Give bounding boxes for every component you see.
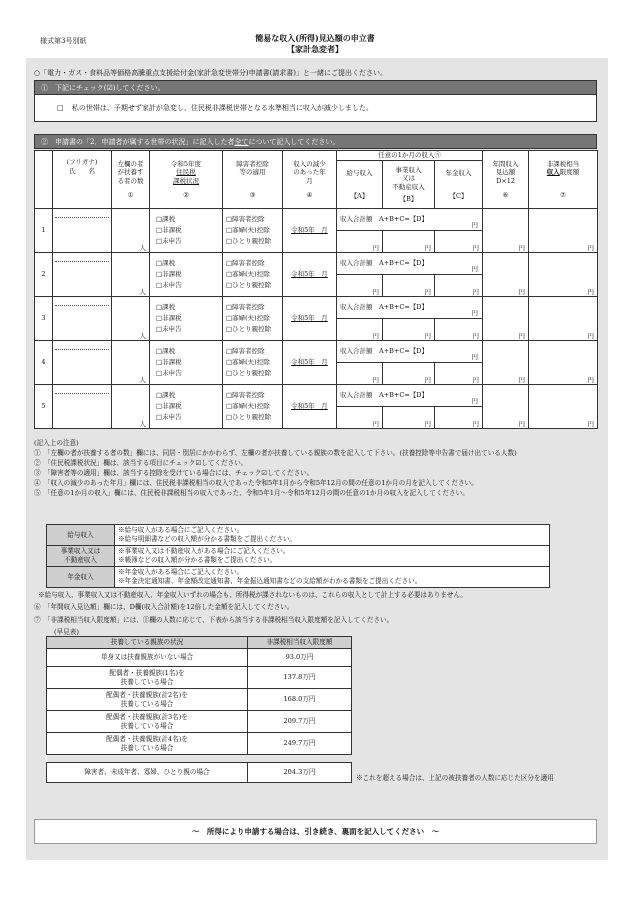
yen-unit: 円 — [471, 352, 479, 361]
deduction-widow[interactable]: □寡婦(夫)控除 — [226, 358, 270, 366]
limit-status-2: 扶養している場合 — [120, 677, 174, 686]
sum-label: 収入合計額 A+B+C=【D】 — [340, 215, 428, 224]
tax-status-options — [150, 297, 223, 341]
income-kind-1: 事業収入又は — [60, 547, 101, 555]
name-field[interactable] — [53, 297, 112, 341]
tax-option-taxed[interactable]: □課税 — [156, 347, 176, 355]
intro-text: ○「電力・ガス・食料品等価格高騰重点支援給付金(家計急変世帯分)申請書(請求書)」と一緒にご提出ください。 — [34, 69, 388, 77]
limit-amount-special: 204.3万円 — [248, 763, 352, 783]
income-line: ※年金収入がある場合にご記入ください。 — [118, 568, 244, 576]
income-desc — [115, 525, 550, 546]
row-index: 3 — [35, 297, 53, 341]
h-decrease-month — [283, 151, 337, 209]
month-text: 令和5年 月 — [291, 226, 328, 235]
business-income-field[interactable]: 円 — [383, 363, 435, 385]
h-dep-2: が扶養す — [117, 168, 144, 176]
decrease-month-field[interactable] — [283, 209, 337, 253]
pension-income-field[interactable]: 円 — [435, 319, 483, 341]
note-5: ⑤ 「任意の1か月の収入」欄には、住民税非課税相当の収入であった、令和5年1月～令和5年12月の間の任意の1か月の収入を記入してください。 — [34, 489, 469, 497]
row-index: 2 — [35, 253, 53, 297]
tax-option-nontaxed[interactable]: □非課税 — [156, 358, 182, 366]
limit-row — [47, 711, 352, 733]
section1-box — [34, 95, 597, 122]
household-table — [34, 150, 598, 429]
tax-option-undeclared[interactable]: □未申告 — [156, 281, 182, 289]
deduction-single-parent[interactable]: □ひとり親控除 — [226, 237, 272, 245]
section2-text-ul: 全て — [234, 138, 249, 146]
h-annual-2: 見込額 — [495, 168, 516, 176]
limit-status-2: 扶養している場合 — [120, 699, 174, 708]
deduction-disability[interactable]: □障害者控除 — [226, 347, 265, 355]
limit-status-2: 扶養している場合 — [120, 743, 174, 752]
h-tax-3: 課税状況 — [173, 176, 199, 185]
row-index: 5 — [35, 385, 53, 429]
deduction-widow[interactable]: □寡婦(夫)控除 — [226, 402, 270, 410]
h-dep-3: る者の数 — [117, 176, 144, 185]
decrease-month-field[interactable] — [283, 253, 337, 297]
h-limit-3: 限度額 — [559, 168, 580, 177]
tax-option-undeclared[interactable]: □未申告 — [156, 369, 182, 377]
household-checkbox[interactable]: □ — [57, 104, 64, 112]
yen-unit: 円 — [471, 396, 479, 405]
deduction-widow[interactable]: □寡婦(夫)控除 — [226, 314, 270, 322]
h-ded-2: 等の適用 — [239, 168, 266, 177]
deduction-disability[interactable]: □障害者控除 — [226, 259, 265, 267]
limit-amount: 137.8万円 — [248, 667, 352, 689]
name-field[interactable] — [53, 209, 112, 253]
income-types-table — [46, 524, 550, 588]
h-num-7: ⑦ — [560, 190, 566, 199]
limit-amount: 168.0万円 — [248, 689, 352, 711]
limit-row — [47, 689, 352, 711]
section2-bar — [34, 134, 597, 149]
h-annual-3: D×12 — [496, 176, 515, 185]
household-row — [35, 297, 598, 319]
deduction-options — [223, 209, 283, 253]
limit-amount: 249.7万円 — [248, 733, 352, 755]
limit-status — [47, 667, 248, 689]
deduction-disability[interactable]: □障害者控除 — [226, 391, 265, 399]
tax-status-options — [150, 341, 223, 385]
deduction-options — [223, 253, 283, 297]
dependents-field[interactable]: 人 — [112, 253, 150, 297]
income-kind: 年金収入 — [47, 567, 115, 588]
limit-row-special — [47, 763, 352, 783]
income-line: ※帳簿などの収入額が分かる書類をご提出ください。 — [118, 556, 277, 564]
tax-option-nontaxed[interactable]: □非課税 — [156, 314, 182, 322]
h-num-6: ⑥ — [502, 191, 509, 199]
sum-label: 収入合計額 A+B+C=【D】 — [340, 347, 428, 356]
limit-amount-field[interactable]: 円 — [529, 253, 598, 297]
household-row — [35, 209, 598, 231]
income-desc — [115, 567, 550, 588]
wage-income-field[interactable]: 円 — [337, 363, 383, 385]
tax-status-options — [150, 253, 223, 297]
h-annual — [483, 151, 529, 209]
h-tax-2: 住民税 — [176, 168, 196, 176]
h-num-1: ① — [127, 191, 134, 199]
limit-amount-field[interactable]: 円 — [529, 341, 598, 385]
wage-income-field[interactable]: 円 — [337, 231, 383, 253]
income-sum-field[interactable] — [337, 297, 483, 319]
household-row — [35, 253, 598, 275]
note-2: ② 「住民税課税状況」欄は、該当する項目にチェック☑してください。 — [34, 459, 248, 467]
notes-section — [34, 438, 599, 498]
income-row-business — [47, 546, 550, 567]
yen-unit: 円 — [471, 264, 479, 273]
tax-option-taxed[interactable]: □課税 — [156, 391, 176, 399]
annual-income-field[interactable]: 円 — [483, 209, 529, 253]
tax-option-undeclared[interactable]: □未申告 — [156, 413, 182, 421]
limit-status-1: 配偶者・扶養親族(1名)を — [109, 668, 185, 677]
h-month-1: 収入の減少 — [293, 159, 326, 168]
limit-amount-field[interactable]: 円 — [529, 209, 598, 253]
limit-header-status: 扶養している親族の状況 — [47, 637, 248, 649]
limit-table — [46, 636, 352, 783]
h-dep-1: 左欄の者 — [117, 159, 144, 168]
month-text: 令和5年 月 — [291, 270, 328, 279]
yen-unit: 円 — [471, 220, 479, 229]
h-label-b: 【B】 — [399, 195, 418, 203]
income-sum-field[interactable] — [337, 253, 483, 275]
dependents-field[interactable]: 人 — [112, 297, 150, 341]
dependents-field[interactable]: 人 — [112, 341, 150, 385]
limit-status-1: 配偶者・扶養親族(計4名)を — [106, 734, 188, 743]
limit-status-special: 障害者、未成年者、寡婦、ひとり親の場合 — [47, 763, 248, 783]
decrease-month-field[interactable] — [283, 385, 337, 429]
income-note: ※給与収入、事業収入又は不動産収入、年金収入いずれの場合も、所得税が課されないものは、これらの収入として計上する必要はありません。 — [38, 591, 467, 599]
name-field[interactable] — [53, 253, 112, 297]
limit-status-2: 扶養している場合 — [120, 721, 174, 730]
tax-option-nontaxed[interactable]: □非課税 — [156, 226, 182, 234]
deduction-widow[interactable]: □寡婦(夫)控除 — [226, 270, 270, 278]
pension-income-field[interactable]: 円 — [435, 275, 483, 297]
limit-status-1: 配偶者・扶養親族(計2名)を — [106, 690, 188, 699]
row-index: 1 — [35, 209, 53, 253]
decrease-month-field[interactable] — [283, 297, 337, 341]
deduction-disability[interactable]: □障害者控除 — [226, 215, 265, 223]
h-limit-1: 非課税相当 — [546, 159, 580, 168]
sum-label: 収入合計額 A+B+C=【D】 — [340, 303, 428, 312]
limit-status — [47, 689, 248, 711]
h-month-2: のあった年 — [293, 168, 326, 176]
income-kind: 給与収入 — [47, 525, 115, 546]
h-name — [53, 151, 112, 209]
limit-status-1: 配偶者・扶養親族(計3名)を — [106, 712, 188, 721]
pension-income-field[interactable]: 円 — [435, 231, 483, 253]
section2-text-post: について記入してください。 — [248, 138, 340, 146]
household-row — [35, 341, 598, 363]
name-field[interactable] — [53, 385, 112, 429]
deduction-options — [223, 297, 283, 341]
pension-income-field[interactable]: 円 — [435, 407, 483, 429]
tax-status-options — [150, 209, 223, 253]
h-limit — [529, 151, 598, 209]
h-name-label: 氏 名 — [69, 166, 95, 175]
tax-option-undeclared[interactable]: □未申告 — [156, 325, 182, 333]
income-row-pension — [47, 567, 550, 588]
tax-option-taxed[interactable]: □課税 — [156, 303, 176, 311]
h-wage-label: 給与収入 — [346, 169, 373, 177]
business-income-field[interactable]: 円 — [383, 407, 435, 429]
sum-label: 収入合計額 A+B+C=【D】 — [340, 391, 428, 400]
deduction-options — [223, 341, 283, 385]
limit-status: 単身又は扶養親族がいない場合 — [47, 649, 248, 667]
notes-head: (記入上の注意) — [34, 439, 79, 447]
h-wage — [337, 161, 383, 209]
tax-option-nontaxed[interactable]: □非課税 — [156, 402, 182, 410]
quick-table-label: (早見表) — [54, 628, 79, 636]
title-main: 簡易な収入(所得)見込額の申立書 — [255, 33, 375, 43]
limit-status — [47, 711, 248, 733]
note-6: ⑥ 「年間収入見込額」欄には、D欄(収入合計額)を12倍した金額を記入してください。 — [34, 603, 294, 611]
h-annual-1: 年間収入 — [492, 159, 519, 168]
h-ded-1: 障害者控除 — [236, 159, 269, 168]
page-title — [0, 33, 630, 55]
name-field[interactable] — [53, 341, 112, 385]
limit-row — [47, 649, 352, 667]
wage-income-field[interactable]: 円 — [337, 319, 383, 341]
yen-unit: 円 — [471, 308, 479, 317]
h-pension-label: 年金収入 — [445, 169, 472, 177]
household-statement: 私の世帯は、予期せず家計が急変し、住民税非課税世帯となる水準相当に収入が減少しました。 — [71, 104, 373, 112]
limit-amount-field[interactable]: 円 — [529, 297, 598, 341]
income-sum-field[interactable] — [337, 341, 483, 363]
annual-income-field[interactable]: 円 — [483, 341, 529, 385]
dependents-field[interactable]: 人 — [112, 385, 150, 429]
deduction-single-parent[interactable]: □ひとり親控除 — [226, 325, 272, 333]
annual-income-field[interactable]: 円 — [483, 297, 529, 341]
h-num-3: ③ — [249, 190, 256, 199]
h-month-3: 月 — [306, 176, 313, 185]
h-index — [35, 151, 53, 209]
h-business — [383, 161, 435, 209]
h-name-furigana: (フリガナ) — [66, 158, 98, 166]
business-income-field[interactable]: 円 — [383, 275, 435, 297]
income-line: ※事業収入又は不動産収入がある場合にご記入ください。 — [118, 547, 290, 555]
h-tax-1: 令和5年度 — [170, 159, 202, 168]
h-biz-2: 又は — [402, 174, 415, 182]
income-line: ※給与収入がある場合にご記入ください。 — [118, 526, 244, 534]
income-kind-2: 不動産収入 — [64, 556, 97, 564]
month-text: 令和5年 月 — [291, 314, 328, 323]
limit-row — [47, 667, 352, 689]
h-dependents — [112, 151, 150, 209]
h-label-a: 【A】 — [350, 191, 369, 200]
household-row — [35, 385, 598, 407]
sum-label: 収入合計額 A+B+C=【D】 — [340, 259, 428, 268]
wage-income-field[interactable]: 円 — [337, 275, 383, 297]
h-monthly-income: 任意の1か月の収入⑤ — [337, 151, 483, 161]
limit-amount: 209.7万円 — [248, 711, 352, 733]
income-row-wage — [47, 525, 550, 546]
month-text: 令和5年 月 — [291, 358, 328, 367]
tax-option-taxed[interactable]: □課税 — [156, 215, 176, 223]
deduction-options — [223, 385, 283, 429]
h-pension — [435, 161, 483, 209]
decrease-month-field[interactable] — [283, 341, 337, 385]
h-label-c: 【C】 — [449, 191, 468, 200]
deduction-single-parent[interactable]: □ひとり親控除 — [226, 281, 272, 289]
title-sub: 【家計急変者】 — [287, 44, 343, 54]
h-num-2: ② — [183, 191, 189, 199]
wage-income-field[interactable]: 円 — [337, 407, 383, 429]
note-3: ③ 「障害者等の適用」欄は、該当する控除を受けている場合には、チェック☑してください。 — [34, 469, 314, 477]
form-number: 様式第3号別紙 — [40, 37, 87, 45]
income-kind — [47, 546, 115, 567]
h-num-4: ④ — [306, 191, 313, 199]
h-limit-2: 収入 — [546, 168, 560, 177]
section1-bar: ① 下記にチェック(☑)してください。 — [34, 80, 597, 95]
limit-over-note: ※これを超える場合は、上記の被扶養者の人数に応じた区分を適用 — [356, 774, 554, 782]
row-index: 4 — [35, 341, 53, 385]
h-biz-3: 不動産収入 — [392, 182, 425, 191]
income-sum-field[interactable] — [337, 385, 483, 407]
limit-amount-field[interactable]: 円 — [529, 385, 598, 429]
h-biz-1: 事業収入 — [395, 165, 422, 174]
tax-status-options — [150, 385, 223, 429]
business-income-field[interactable]: 円 — [383, 231, 435, 253]
h-tax-status — [150, 151, 223, 209]
limit-status — [47, 733, 248, 755]
deduction-disability[interactable]: □障害者控除 — [226, 303, 265, 311]
tax-option-taxed[interactable]: □課税 — [156, 259, 176, 267]
limit-row — [47, 733, 352, 755]
tax-option-nontaxed[interactable]: □非課税 — [156, 270, 182, 278]
section2-text-pre: ② 申請書の「2．申請者が属する世帯の状況」に記入した者 — [41, 138, 235, 146]
deduction-widow[interactable]: □寡婦(夫)控除 — [226, 226, 270, 234]
deduction-single-parent[interactable]: □ひとり親控除 — [226, 413, 272, 421]
limit-amount: 93.0万円 — [248, 649, 352, 667]
pension-income-field[interactable]: 円 — [435, 363, 483, 385]
annual-income-field[interactable]: 円 — [483, 253, 529, 297]
limit-header-amount: 非課税相当収入限度額 — [248, 637, 352, 649]
tax-option-undeclared[interactable]: □未申告 — [156, 237, 182, 245]
note-1: ① 「左欄の者が扶養する者の数」欄には、同居・別居にかかわらず、左欄の者が扶養している親族の数を記入して下さい。(扶養控除等申告書で届け出ている人数) — [34, 449, 517, 457]
dependents-field[interactable]: 人 — [112, 209, 150, 253]
note-4: ④ 「収入の減少のあった年月」欄には、住民税非課税相当の収入であった令和5年1月から令和5年12月の間の任意の1か月の月を記入してください。 — [34, 479, 478, 487]
income-line: ※給与明細書などの収入額が分かる書類をご提出ください。 — [118, 535, 297, 543]
note-7: ⑦ 「非課税相当収入限度額」には、①欄の人数に応じて、下表から該当する非課税相当収入限度額を記入してください。 — [34, 616, 394, 624]
business-income-field[interactable]: 円 — [383, 319, 435, 341]
footer-banner: ～ 所得により申請する場合は、引き続き、裏面を記入してください ～ — [34, 819, 597, 844]
annual-income-field[interactable]: 円 — [483, 385, 529, 429]
month-text: 令和5年 月 — [291, 402, 328, 411]
income-line: ※年金決定通知書、年金額改定通知書、年金振込通知書などの支給額がわかる書類をご提出ください。 — [118, 577, 422, 585]
income-sum-field[interactable] — [337, 209, 483, 231]
income-desc — [115, 546, 550, 567]
deduction-single-parent[interactable]: □ひとり親控除 — [226, 369, 272, 377]
h-deduction — [223, 151, 283, 209]
